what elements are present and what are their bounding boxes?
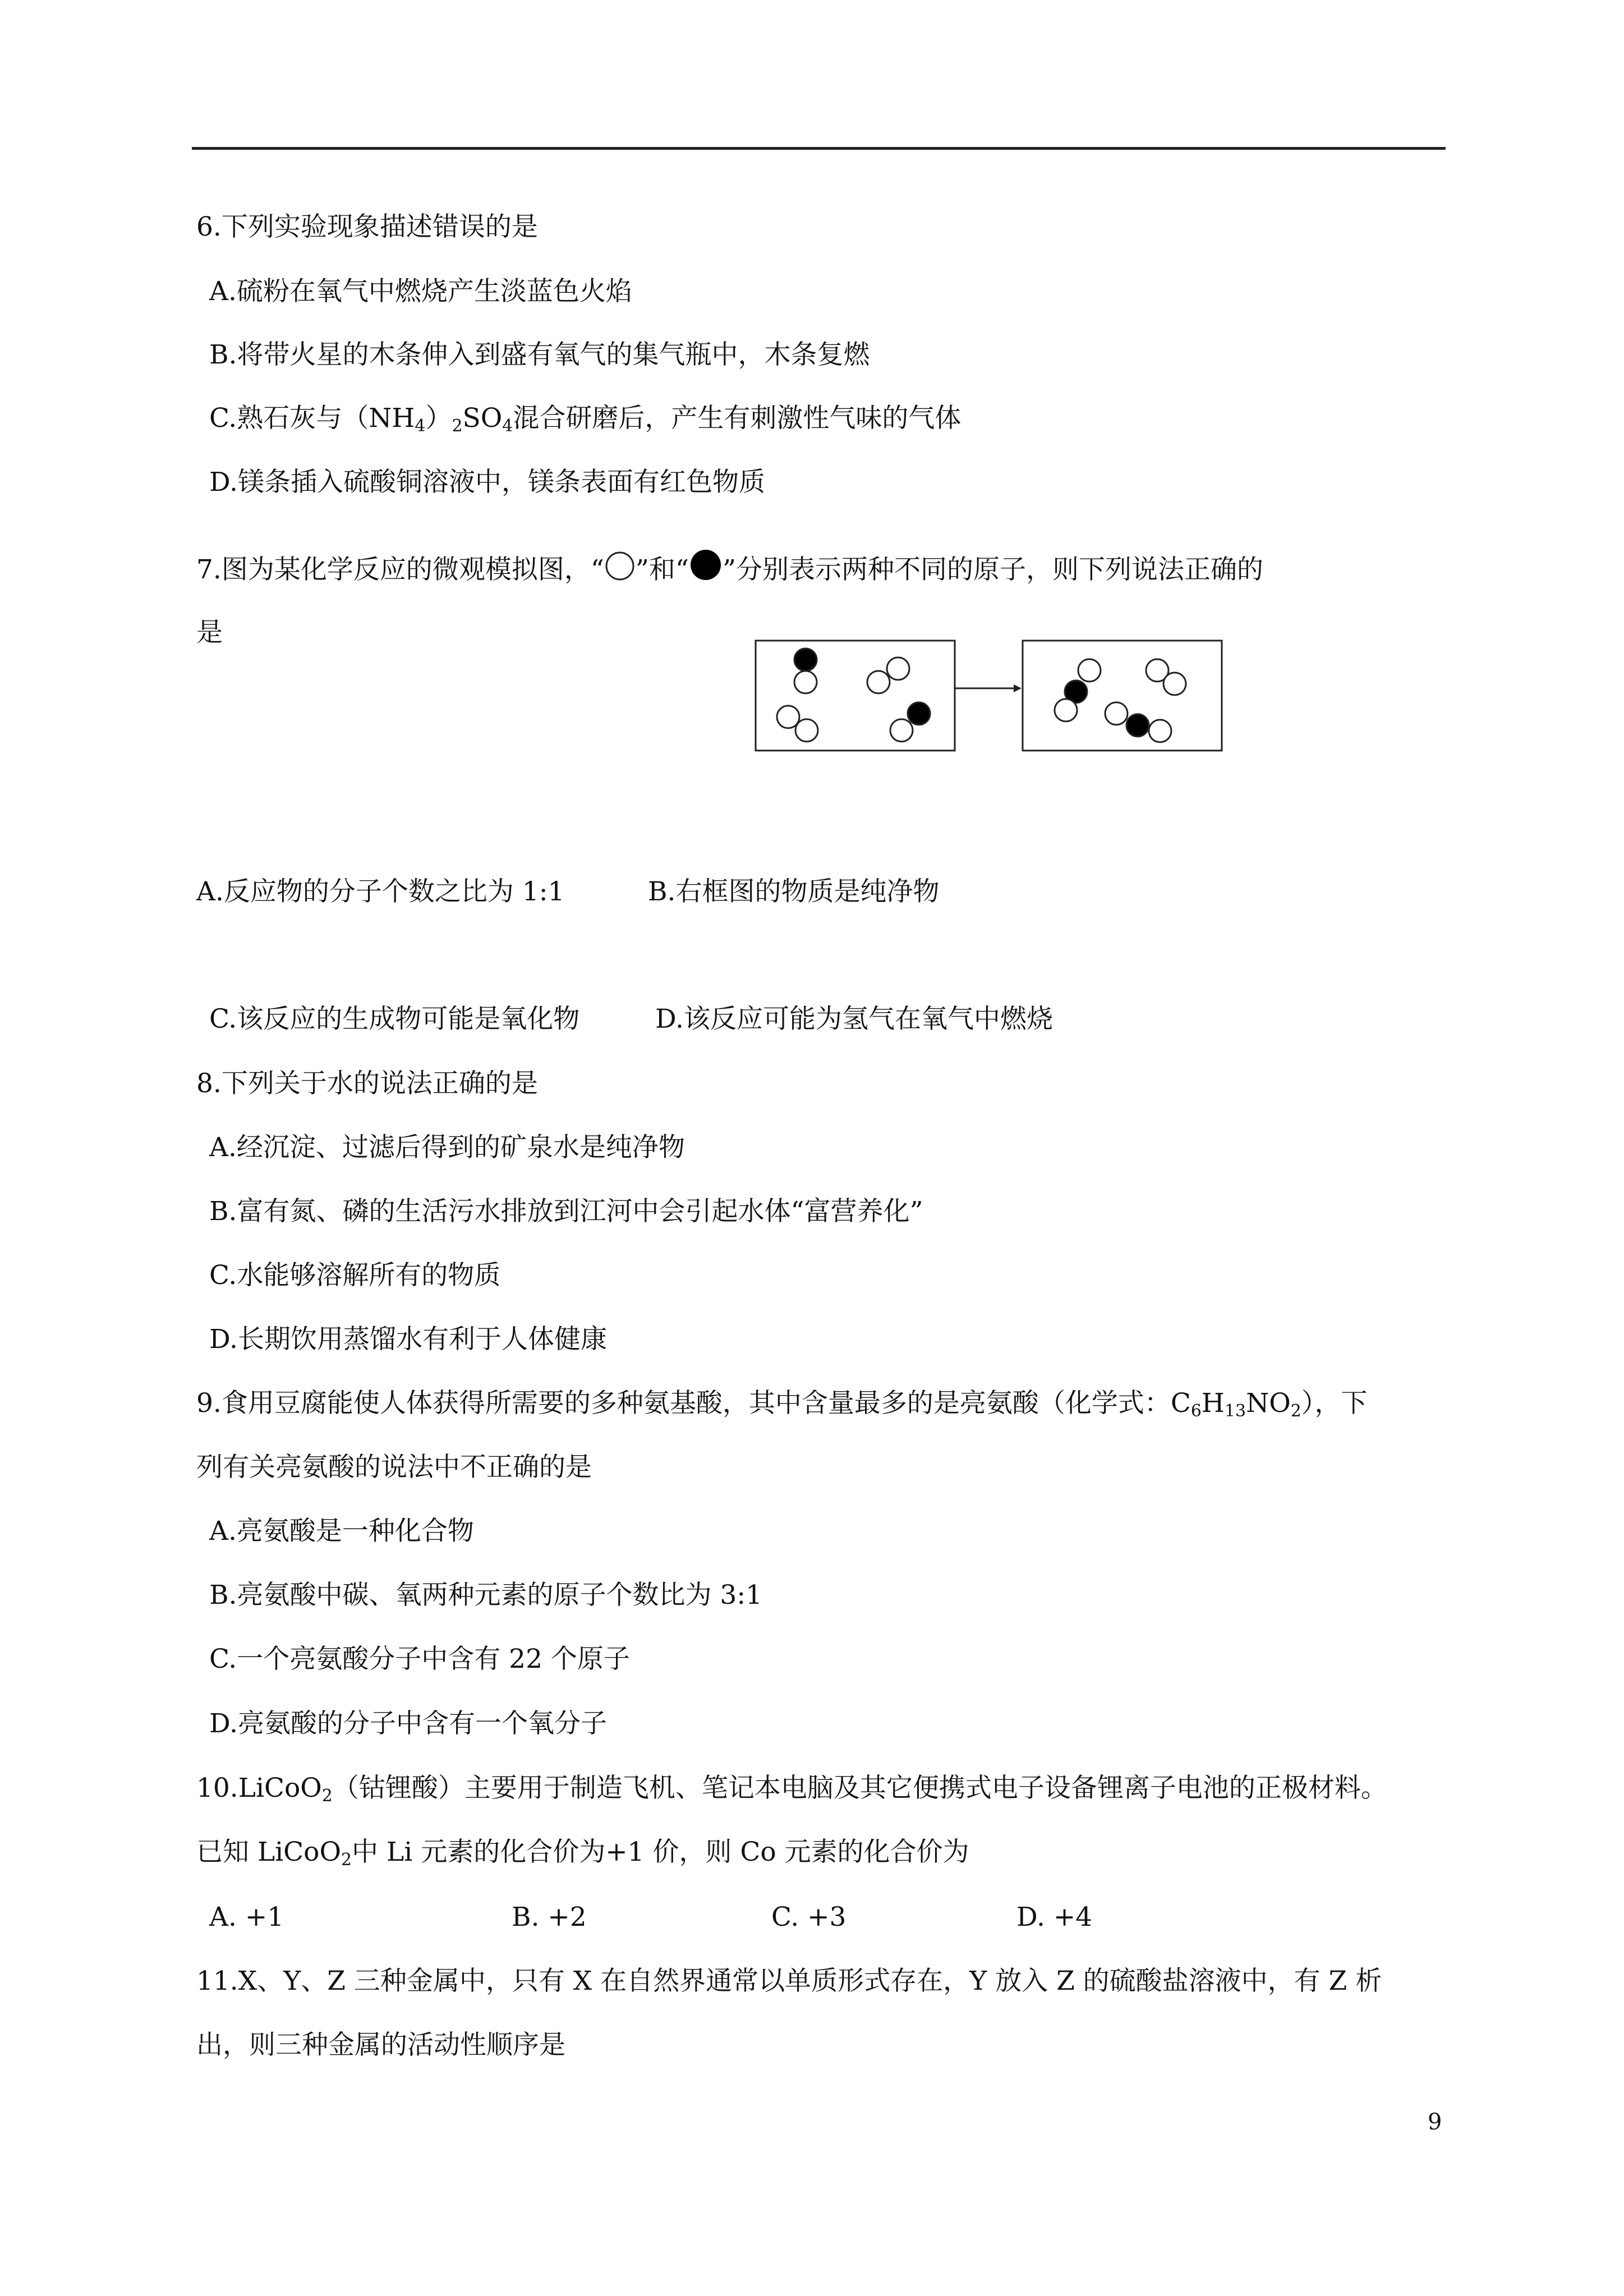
q11-stem: 11.X、Y、Z 三种金属中，只有 X 在自然界通常以单质形式存在，Y 放入 Z 的硫酸盐溶液中，有 Z 析 — [196, 1966, 1382, 1996]
q10-option-d: D. +4 — [1016, 1902, 1093, 1932]
q6-option-b: B.将带火星的木条伸入到盛有氧气的集气瓶中，木条复燃 — [209, 339, 870, 370]
black-white-molecule — [794, 648, 817, 693]
white-white-molecule — [1146, 659, 1186, 695]
q7-stem: 7.图为某化学反应的微观模拟图，“ ”和“ ”分别表示两种不同的原子，则下列说法正确的 — [196, 548, 1263, 587]
white-white-molecule — [777, 706, 818, 742]
q7-option-b: B.右框图的物质是纯净物 — [648, 876, 940, 907]
q7-option-a: A.反应物的分子个数之比为 1:1 — [196, 876, 565, 907]
q9-option-c: C.一个亮氨酸分子中含有 22 个原子 — [209, 1644, 630, 1674]
water-like-molecule — [1055, 659, 1101, 721]
reaction-arrow — [955, 684, 1022, 692]
q8-stem: 8.下列关于水的说法正确的是 — [196, 1068, 538, 1099]
q10-stem-line2: 已知 LiCoO$_2$中 Li 元素的化合价为+1 价，则 Co 元素的化合价为 — [196, 1837, 969, 1870]
header-rule — [192, 147, 1446, 150]
q6-option-a: A.硫粉在氧气中燃烧产生淡蓝色火焰 — [209, 276, 632, 307]
black-atom-icon — [689, 548, 723, 582]
reaction-diagram — [755, 639, 1226, 757]
q10-option-c: C. +3 — [771, 1902, 846, 1932]
q9-stem-line2: 列有关亮氨酸的说法中不正确的是 — [196, 1452, 592, 1483]
q8-option-d: D.长期饮用蒸馏水有利于人体健康 — [209, 1324, 607, 1355]
q11-stem-line2: 出，则三种金属的活动性顺序是 — [196, 2030, 565, 2060]
q8-option-b: B.富有氮、磷的生活污水排放到江河中会引起水体“富营养化” — [209, 1196, 923, 1227]
q7-stem-line2: 是 — [196, 617, 223, 648]
q10-option-a: A. +1 — [209, 1902, 284, 1932]
q8-option-a: A.经沉淀、过滤后得到的矿泉水是纯净物 — [209, 1132, 685, 1163]
reactant-box — [756, 641, 955, 751]
q9-option-a: A.亮氨酸是一种化合物 — [209, 1516, 474, 1547]
q6-option-c: C.熟石灰与$(NH_4)_2SO_4$混合研磨后，产生有刺激性气味的气体 — [209, 403, 961, 436]
water-like-molecule — [1105, 702, 1171, 742]
q9-option-d: D.亮氨酸的分子中含有一个氧分子 — [209, 1708, 607, 1739]
white-black-molecule — [890, 702, 930, 742]
q6-stem: 6.下列实验现象描述错误的是 — [196, 211, 538, 242]
q7-option-d: D.该反应可能为氢气在氧气中燃烧 — [655, 1004, 1053, 1034]
white-atom-icon — [604, 550, 636, 582]
white-white-molecule — [867, 657, 909, 693]
q7-option-c: C.该反应的生成物可能是氧化物 — [209, 1004, 580, 1034]
q9-stem: 9.食用豆腐能使人体获得所需要的多种氨基酸，其中含量最多的是亮氨酸（化学式：$C_6H_{13}NO_2$），下 — [196, 1388, 1368, 1421]
page-number: 9 — [1428, 2109, 1442, 2135]
q6-option-d: D.镁条插入硫酸铜溶液中，镁条表面有红色物质 — [209, 467, 765, 498]
q9-option-b: B.亮氨酸中碳、氧两种元素的原子个数比为 3:1 — [209, 1580, 763, 1611]
q8-option-c: C.水能够溶解所有的物质 — [209, 1260, 501, 1291]
q10-stem: 10.LiCoO$_2$（钴锂酸）主要用于制造飞机、笔记本电脑及其它便携式电子设备锂离子电池的正极材料。 — [196, 1773, 1387, 1806]
product-box — [1023, 641, 1222, 751]
q10-option-b: B. +2 — [512, 1902, 587, 1932]
